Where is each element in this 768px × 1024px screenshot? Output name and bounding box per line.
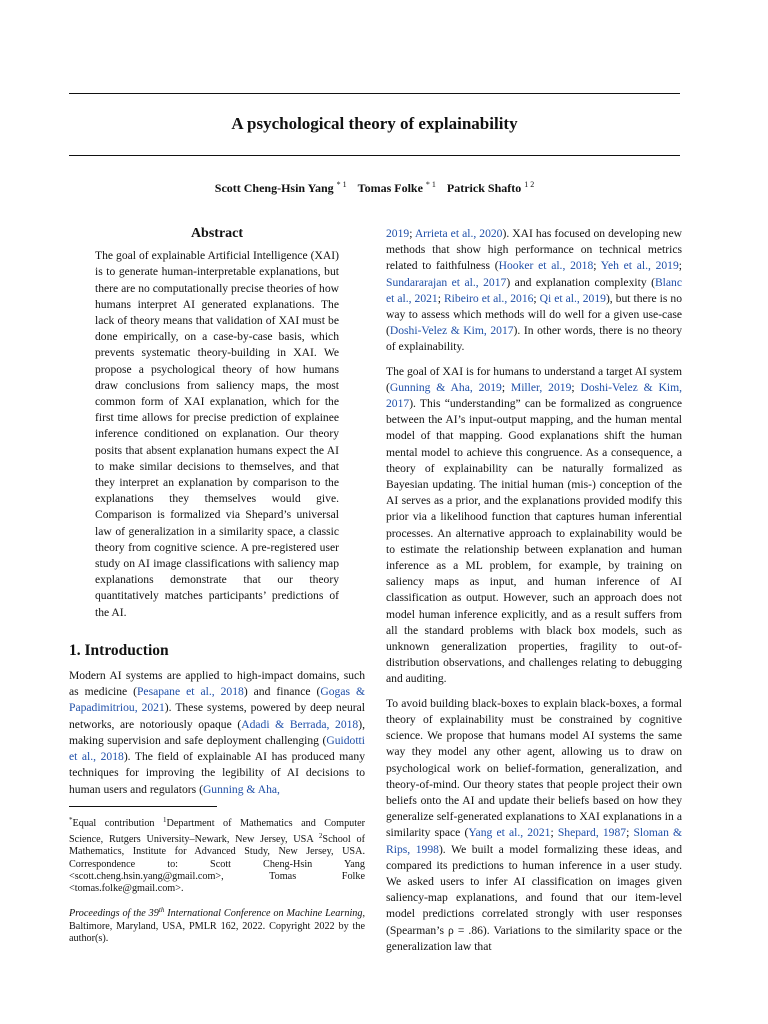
citation-link[interactable]: Yang et al., 2021 (468, 826, 551, 840)
paragraph-text: ; (550, 826, 558, 840)
author-3: Patrick Shafto $^{1 2}$ (446, 180, 535, 195)
paragraph-text: The goal of XAI is for humans to understand a target AI system ( (386, 364, 682, 394)
citation-link[interactable]: Sundararajan et al., 2017 (386, 275, 507, 289)
left-column (69, 226, 365, 945)
citation-link[interactable]: Blanc et al., 2021 (386, 275, 682, 305)
citation-link[interactable]: Gunning & Aha, (202, 782, 280, 796)
citation-link[interactable]: Arrieta et al., 2020 (414, 227, 503, 240)
paragraph-text: ). These systems, powered by deep neural networks, are notoriously opaque ( (69, 701, 365, 731)
author-2: Tomas Folke $^{* 1}$ (357, 180, 436, 195)
paragraph-text: ), making supervision and safe deployment challenging ( (69, 717, 365, 747)
paragraph-text: ), but there is no way to assess which methods will do well for a given use-case ( (386, 291, 682, 338)
paragraph-text: ; (501, 380, 511, 394)
citation-link[interactable]: Guidotti et al., 2018 (69, 733, 365, 764)
paragraph-text: ). The field of explainable AI has produced many techniques for improving the legibility of AI decisions to human users and regulators ( (69, 750, 366, 796)
citation-link[interactable]: Miller, 2019 (510, 380, 572, 394)
paragraph-text: ). We built a model formalizing these ideas, and compared its predictions to human inference in a user study. We asked users to infer AI classification on images given saliency-map explanations, and found that our item-level model predictions correlated strongly with user responses (Spearman’s ρ = .86). Variations to the similarity space or the generalization law that (386, 842, 682, 953)
citation-link[interactable]: Doshi-Velez & Kim, 2017 (386, 380, 683, 411)
paragraph-text: ) and finance ( (243, 685, 321, 699)
citation-link[interactable]: Sloman & Rips, 1998 (386, 826, 683, 856)
author-1: Scott Cheng-Hsin Yang $^{* 1}$ (214, 180, 347, 195)
paper-title: A psychological theory of explainability (231, 114, 518, 133)
paragraph-text: ). XAI has focused on developing new methods that show high performance on technical metrics related to faithfulness ( (386, 227, 682, 273)
abstract-heading: Abstract (190, 226, 244, 241)
paragraph-text: Modern AI systems are applied to high-impact domains, such as medicine ( (69, 669, 365, 699)
citation-link[interactable]: Shepard, 1987 (557, 826, 627, 840)
paragraph-text: To avoid building black-boxes to explain black-boxes, a formal theory of explainability must be constrained by cognitive science. We propose that humans model AI systems the same way they model any other agent, allowing us to draw on psychological work on belief-formation, generalization, and theory-of-mind. Our theory states that people project their own beliefs onto the AI and update their beliefs based on how they generalize self-generated explanations to XAI explanations in a similarity space ( (386, 696, 682, 840)
paragraph-text: ; (409, 227, 415, 240)
citation-link[interactable]: Adadi & Berrada, 2018 (241, 717, 359, 731)
citation-link[interactable]: Qi et al., 2019 (539, 291, 606, 305)
body-paragraph-3 (386, 696, 682, 955)
citation-link[interactable]: 2019 (386, 227, 410, 240)
intro-paragraph (69, 668, 365, 798)
paragraph-text: ). This “understanding” can be formalized as congruence between the AI’s input-output mapping, and the human mental model of that mapping. Good explanations shift the human mental model to achieve this congruence. As a consequence, a theory of explainability can be naturally formalized as Bayesian updating. The initial human (mis-) conception of the AI serves as a prior, and the explanations provided modify this prior via a likelihood function that captures human inferential processes. An alternative approach to explainability would be to estimate the relationship between explanation and human inference as a ML problem, for example, by training on saliency maps as input, and human inference of AI classification as output. However, such an approach does not model human inference explicitly, and as a result suffers from all the standard problems with black box models, such as unknown generalization properties, fragility to out-of-distribution observations, and challenges relating to debugging and auditing. (386, 397, 682, 686)
body-paragraph-2 (386, 364, 682, 688)
paragraph-text: ; (437, 291, 444, 305)
paragraph-text: ; (678, 259, 682, 273)
citation-link[interactable]: Pesapane et al., 2018 (136, 685, 244, 699)
citation-link[interactable]: Gunning & Aha, 2019 (389, 380, 502, 394)
citation-link[interactable]: Gogas & Papadimitriou, 2021 (69, 685, 365, 715)
proceedings-note: Proceedings of the 39th International Conference on Machine Learning, Baltimore, Maryland, USA, PMLR 162, 2022. Copyright 2022 by the author(s). (69, 906, 366, 945)
paragraph-text: ) and explanation complexity ( (506, 275, 655, 289)
body-paragraph-1 (386, 226, 682, 356)
citation-link[interactable]: Doshi-Velez & Kim, 2017 (389, 324, 514, 338)
citation-link[interactable]: Hooker et al., 2018 (498, 259, 594, 273)
title-rule (69, 155, 680, 156)
right-column (386, 226, 682, 963)
paragraph-text: ). In other words, there is no theory of explainability. (386, 324, 682, 354)
paragraph-text: ; (533, 291, 540, 305)
affiliation-footnote: *Equal contribution $^1$Department of Mathematics and Computer Science, Rutgers University–Newark, New Jersey, USA $^2$School of Mathematics, Institute for Advanced Study, New Jersey, USA. Correspondence to: Scott Cheng-Hsin Yang <scott.cheng.hsin.yang@gmail.com>, Tomas Folke <tomas.folke@gmail.com>. (69, 815, 366, 895)
section-heading-introduction: 1. Introduction (69, 641, 169, 659)
citation-link[interactable]: Ribeiro et al., 2016 (443, 291, 534, 305)
top-rule (69, 93, 680, 94)
paragraph-text: ; (571, 380, 581, 394)
paragraph-text: ; (626, 826, 634, 840)
paragraph-text: ; (593, 259, 601, 273)
footnote-rule (69, 806, 217, 807)
abstract-text: The goal of explainable Artificial Intelligence (XAI) is to generate human-interpretable explanations, but there are no computationally precise theories of how humans interpret AI generated explanations. The lack of theory means that validation of XAI must be done empirically, on a case-by-case basis, which prevents systematic theory-building in XAI. We propose a psychological theory of how humans draw conclusions from saliency maps, the most common form of XAI explanation, which for the first time allows for precise prediction of explainee inference conditioned on explanation. Our theory posits that absent explanation humans expect the AI to make similar decisions to themselves, and that they interpret an explanation by comparison to the explanations they themselves would give. Comparison is formalized via Shepard’s universal law of generalization in a similarity space, a classic theory from cognitive science. A pre-registered user study on AI image classifications with saliency map explanations demonstrate that our theory quantitatively matches participants’ predictions of the AI. (95, 249, 339, 619)
citation-link[interactable]: Yeh et al., 2019 (600, 259, 679, 273)
author-list (69, 180, 680, 196)
